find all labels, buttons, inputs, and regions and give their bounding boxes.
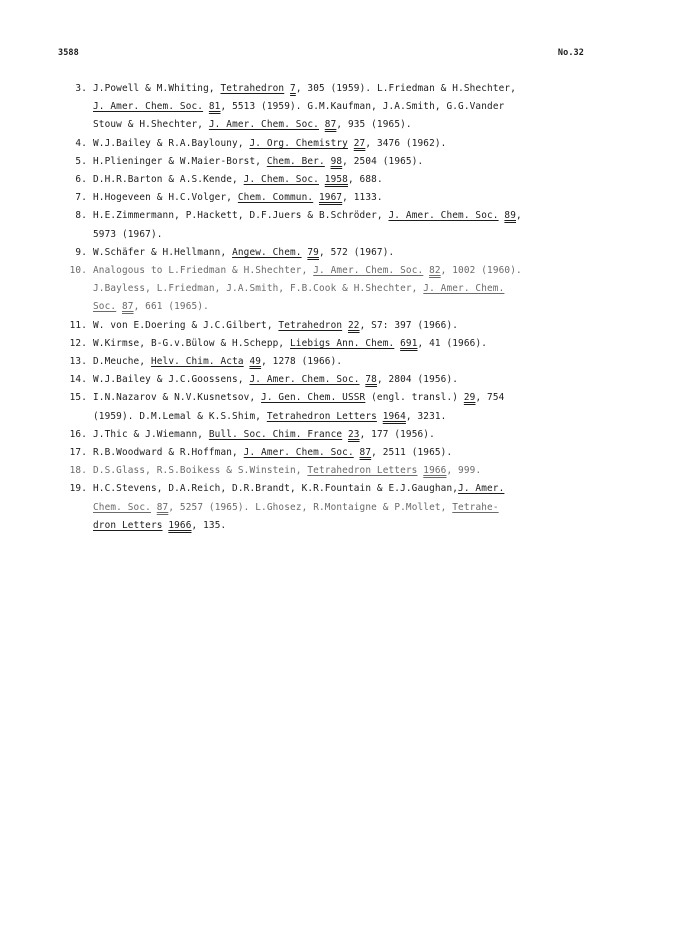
- journal-name: J. Amer.: [458, 483, 505, 495]
- reference-segment: , 2504 (1965).: [342, 155, 424, 167]
- reference-segment: H.Hogeveen & H.C.Volger,: [93, 192, 238, 204]
- reference-entry: [60, 135, 600, 153]
- reference-continuation: [60, 517, 600, 535]
- reference-segment: H.C.Stevens, D.A.Reich, D.R.Brandt, K.R.Fountain & E.J.Gaughan,: [93, 483, 459, 495]
- volume-number: 89: [504, 210, 516, 222]
- reference-segment: , 688.: [347, 174, 383, 186]
- reference-segment: R.B.Woodward & R.Hoffman,: [93, 447, 244, 459]
- volume-number: 82: [429, 265, 441, 277]
- reference-number: [60, 226, 93, 244]
- reference-entry: [60, 462, 600, 480]
- reference-number: 11.: [69, 319, 87, 331]
- reference-entry: [60, 444, 600, 462]
- reference-continuation: [60, 499, 600, 517]
- reference-text: [93, 371, 600, 389]
- reference-number: [60, 280, 93, 298]
- reference-segment: , 1133.: [342, 192, 383, 204]
- reference-number: 14.: [69, 374, 87, 386]
- reference-number: 4.: [75, 137, 87, 149]
- reference-entry: [60, 426, 600, 444]
- reference-number: 5.: [75, 155, 87, 167]
- reference-segment: , 5257 (1965). L.Ghosez, R.Montaigne & P.Mollet,: [168, 501, 453, 513]
- reference-number: 3.: [75, 83, 87, 94]
- volume-number: 1964: [382, 410, 406, 422]
- reference-text: [93, 517, 600, 535]
- volume-number: 81: [208, 101, 221, 113]
- journal-name: Chem. Soc.: [93, 501, 151, 513]
- reference-segment: D.S.Glass, R.S.Boikess & S.Winstein,: [93, 465, 308, 477]
- volume-number: 1958: [324, 174, 348, 186]
- volume-number: 29: [463, 392, 476, 404]
- journal-name: J. Amer. Chem. Soc.: [313, 265, 424, 277]
- reference-text: [93, 444, 600, 462]
- volume-number: 1967: [318, 192, 343, 204]
- reference-text: [93, 353, 600, 371]
- reference-entry: [60, 207, 600, 225]
- reference-text: [93, 244, 600, 262]
- journal-name: Tetrahedron: [220, 83, 285, 94]
- reference-text: [93, 226, 600, 244]
- reference-segment: , 3231.: [405, 410, 447, 422]
- reference-continuation: [60, 116, 600, 134]
- journal-name: Chem. Ber.: [266, 155, 325, 167]
- reference-segment: , 754: [475, 392, 505, 404]
- reference-entry: [60, 371, 600, 389]
- reference-number: 18.: [69, 465, 87, 477]
- reference-entry: [60, 335, 600, 353]
- volume-number: 98: [330, 155, 343, 167]
- journal-name: Soc.: [93, 301, 117, 313]
- reference-number: 10.: [69, 265, 87, 277]
- reference-number: 19.: [69, 483, 87, 495]
- reference-number: [60, 116, 93, 134]
- reference-segment: W.Kirmse, B-G.v.Bülow & H.Schepp,: [93, 337, 291, 349]
- reference-segment: I.N.Nazarov & N.V.Kusnetsov,: [93, 392, 262, 404]
- reference-entry: [60, 262, 600, 280]
- reference-segment: , 177 (1956).: [359, 428, 435, 440]
- journal-name: J. Amer. Chem. Soc.: [249, 374, 360, 386]
- reference-continuation: [60, 280, 600, 298]
- journal-name: J. Chem. Soc.: [243, 174, 319, 186]
- reference-text: [93, 298, 600, 316]
- reference-segment: J.Bayless, L.Friedman, J.A.Smith, F.B.Cook & H.Shechter,: [93, 283, 424, 295]
- journal-name: dron Letters: [93, 519, 163, 531]
- volume-number: 27: [353, 137, 366, 149]
- reference-segment: , 2511 (1965).: [371, 447, 453, 459]
- journal-name: J. Amer. Chem.: [423, 283, 505, 295]
- journal-name: J. Org. Chemistry: [249, 137, 348, 149]
- journal-name: J. Gen. Chem. USSR: [261, 392, 366, 404]
- reference-continuation: [60, 408, 600, 426]
- reference-segment: D.H.R.Barton & A.S.Kende,: [93, 174, 244, 186]
- reference-entry: [60, 244, 600, 262]
- reference-segment: J.Powell & M.Whiting,: [93, 83, 221, 94]
- volume-number: 79: [307, 246, 319, 258]
- volume-number: 87: [324, 119, 337, 131]
- reference-segment: H.E.Zimmermann, P.Hackett, D.F.Juers & B.Schröder,: [93, 210, 389, 222]
- reference-segment: (1959). D.M.Lemal & K.S.Shim,: [93, 410, 267, 422]
- volume-number: 1966: [168, 519, 192, 531]
- reference-number: 8.: [75, 210, 87, 222]
- journal-name: Liebigs Ann. Chem.: [290, 337, 395, 349]
- reference-number: 17.: [69, 447, 87, 459]
- reference-segment: , 135.: [191, 519, 227, 531]
- reference-segment: (engl. transl.): [365, 392, 464, 404]
- journal-name: J. Amer. Chem. Soc.: [208, 119, 319, 131]
- reference-segment: , S7: 397 (1966).: [359, 319, 459, 331]
- reference-segment: Stouw & H.Shechter,: [93, 119, 209, 131]
- reference-segment: , 3476 (1962).: [365, 137, 447, 149]
- reference-text: [93, 262, 600, 280]
- reference-number: [60, 499, 93, 517]
- journal-name: Tetrahe-: [452, 501, 499, 513]
- reference-segment: , 572 (1967).: [318, 246, 395, 258]
- volume-number: 7: [290, 83, 296, 94]
- reference-text: [93, 116, 600, 134]
- reference-segment: W.Schäfer & H.Hellmann,: [93, 246, 233, 258]
- reference-text: [93, 80, 600, 98]
- reference-list: [60, 80, 600, 535]
- reference-segment: , 1002 (1960).: [440, 265, 522, 277]
- volume-number: 23: [347, 428, 360, 440]
- journal-name: Tetrahedron: [278, 319, 343, 331]
- reference-text: [93, 317, 600, 335]
- reference-number: 12.: [69, 337, 87, 349]
- journal-name: Helv. Chim. Acta: [150, 356, 244, 368]
- reference-entry: [60, 353, 600, 371]
- volume-number: 1966: [423, 465, 447, 477]
- volume-number: 49: [249, 356, 262, 368]
- volume-number: 691: [400, 337, 418, 349]
- journal-name: J. Amer. Chem. Soc.: [388, 210, 499, 222]
- reference-entry: [60, 389, 600, 407]
- reference-text: [93, 98, 600, 116]
- journal-name: J. Amer. Chem. Soc.: [243, 447, 354, 459]
- reference-text: [93, 499, 600, 517]
- volume-number: 87: [121, 301, 134, 313]
- reference-text: [93, 462, 600, 480]
- reference-segment: W. von E.Doering & J.C.Gilbert,: [93, 319, 279, 331]
- reference-text: [93, 280, 600, 298]
- journal-name: Tetrahedron Letters: [266, 410, 377, 422]
- reference-text: [93, 171, 600, 189]
- reference-segment: , 661 (1965).: [133, 301, 209, 313]
- reference-segment: Analogous to L.Friedman & H.Shechter,: [93, 265, 314, 277]
- reference-number: 7.: [75, 192, 87, 204]
- reference-number: 9.: [75, 246, 87, 258]
- reference-segment: D.Meuche,: [93, 356, 151, 368]
- reference-entry: [60, 80, 600, 98]
- reference-text: [93, 426, 600, 444]
- journal-name: Chem. Commun.: [237, 192, 314, 204]
- reference-text: [93, 389, 600, 407]
- reference-segment: , 305 (1959). L.Friedman & H.Shechter,: [295, 83, 517, 94]
- volume-number: 78: [365, 374, 377, 386]
- reference-number: [60, 98, 93, 116]
- journal-name: J. Amer. Chem. Soc.: [93, 101, 204, 113]
- reference-entry: [60, 153, 600, 171]
- reference-entry: [60, 480, 600, 498]
- reference-number: 6.: [75, 174, 87, 186]
- reference-segment: W.J.Bailey & R.A.Baylouny,: [93, 137, 250, 149]
- reference-segment: , 935 (1965).: [336, 119, 412, 131]
- reference-entry: [60, 189, 600, 207]
- journal-name: Tetrahedron Letters: [307, 465, 418, 477]
- volume-number: 87: [359, 447, 372, 459]
- page-number: 3588: [58, 48, 79, 58]
- reference-segment: , 41 (1966).: [417, 337, 488, 349]
- reference-segment: , 1278 (1966).: [261, 356, 343, 368]
- reference-number: [60, 408, 93, 426]
- reference-continuation: [60, 298, 600, 316]
- reference-segment: W.J.Bailey & J.C.Goossens,: [93, 374, 250, 386]
- reference-text: [93, 189, 600, 207]
- reference-text: [93, 335, 600, 353]
- reference-segment: H.Plieninger & W.Maier-Borst,: [93, 155, 267, 167]
- volume-number: 22: [347, 319, 360, 331]
- reference-entry: [60, 171, 600, 189]
- journal-name: Bull. Soc. Chim. France: [208, 428, 343, 440]
- volume-number: 87: [156, 501, 169, 513]
- reference-text: [93, 207, 600, 225]
- reference-number: [60, 517, 93, 535]
- reference-entry: [60, 317, 600, 335]
- reference-segment: , 999.: [446, 465, 482, 477]
- reference-text: [93, 408, 600, 426]
- reference-number: 13.: [69, 356, 87, 368]
- reference-continuation: [60, 226, 600, 244]
- reference-text: [93, 135, 600, 153]
- reference-text: [93, 153, 600, 171]
- journal-name: Angew. Chem.: [232, 246, 302, 258]
- reference-number: 16.: [69, 428, 87, 440]
- reference-segment: , 2804 (1956).: [376, 374, 459, 386]
- reference-segment: , 5513 (1959). G.M.Kaufman, J.A.Smith, G.G.Vander: [220, 101, 505, 113]
- reference-number: [60, 298, 93, 316]
- journal-issue-number: No.32: [557, 48, 584, 58]
- reference-continuation: [60, 98, 600, 116]
- reference-number: 15.: [69, 392, 87, 404]
- reference-segment: ,: [516, 210, 522, 222]
- reference-segment: J.Thic & J.Wiemann,: [93, 428, 209, 440]
- reference-text: [93, 480, 600, 498]
- reference-segment: 5973 (1967).: [93, 228, 163, 240]
